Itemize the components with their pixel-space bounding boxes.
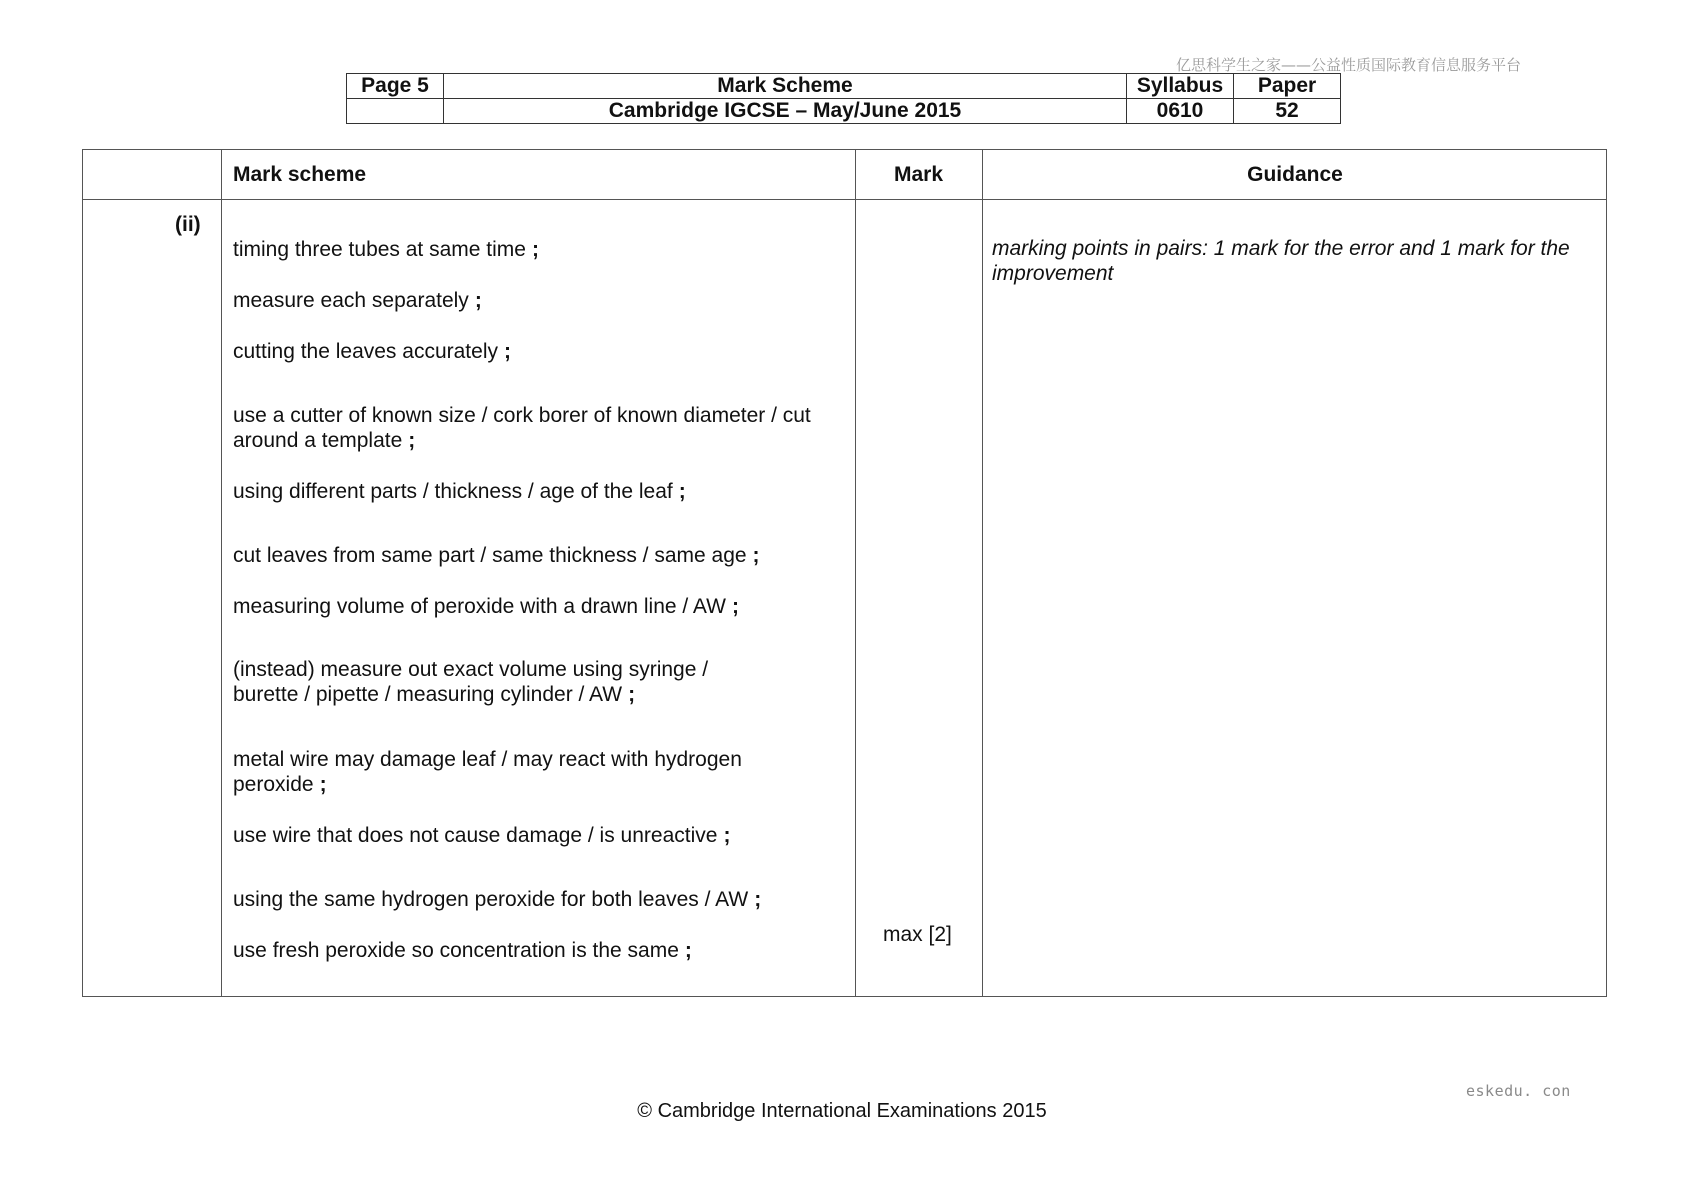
col-header-mark: Mark [893, 163, 944, 186]
mark-point: using different parts / thickness / age of the leaf ; [233, 480, 686, 503]
mark-point: use fresh peroxide so concentration is the same ; [233, 939, 692, 962]
syllabus-label: Syllabus [1127, 74, 1234, 99]
empty-header-cell [347, 99, 444, 124]
mark-point: metal wire may damage leaf / may react with hydrogen peroxide ; [233, 748, 742, 796]
col-header-mark-scheme: Mark scheme [233, 163, 367, 186]
watermark-top: 亿思科学生之家——公益性质国际教育信息服务平台 [1176, 56, 1522, 74]
syllabus-value: 0610 [1127, 99, 1234, 124]
mark-point: (instead) measure out exact volume using syringe / burette / pipette / measuring cylinder / AW ; [233, 658, 709, 706]
mark-point: using the same hydrogen peroxide for both leaves / AW ; [233, 888, 762, 911]
paper-label: Paper [1234, 74, 1341, 99]
col-header-guidance: Guidance [1247, 163, 1343, 186]
header-subtitle: Cambridge IGCSE – May/June 2015 [444, 99, 1127, 124]
watermark-bottom: eskedu. con [1466, 1082, 1571, 1100]
mark-point: cut leaves from same part / same thickness / same age ; [233, 544, 760, 567]
question-part-label: (ii) [175, 213, 201, 236]
column-divider [982, 150, 983, 996]
guidance-text: marking points in pairs: 1 mark for the error and 1 mark for the improvement [992, 237, 1570, 285]
mark-point: timing three tubes at same time ; [233, 238, 539, 261]
column-divider [221, 150, 222, 996]
header-title: Mark Scheme [444, 74, 1127, 99]
paper-value: 52 [1234, 99, 1341, 124]
mark-point: use a cutter of known size / cork borer of known diameter / cut around a template ; [233, 404, 811, 452]
mark-value: max [2] [883, 923, 952, 946]
mark-point: measuring volume of peroxide with a drawn line / AW ; [233, 595, 739, 618]
page-number: Page 5 [347, 74, 444, 99]
page-header [346, 73, 1341, 124]
mark-point: cutting the leaves accurately ; [233, 340, 511, 363]
header-row-divider [83, 199, 1606, 200]
copyright-footer: © Cambridge International Examinations 2015 [637, 1100, 1047, 1122]
column-divider [855, 150, 856, 996]
mark-scheme-table [82, 149, 1607, 997]
mark-point: measure each separately ; [233, 289, 482, 312]
mark-point: use wire that does not cause damage / is unreactive ; [233, 824, 731, 847]
